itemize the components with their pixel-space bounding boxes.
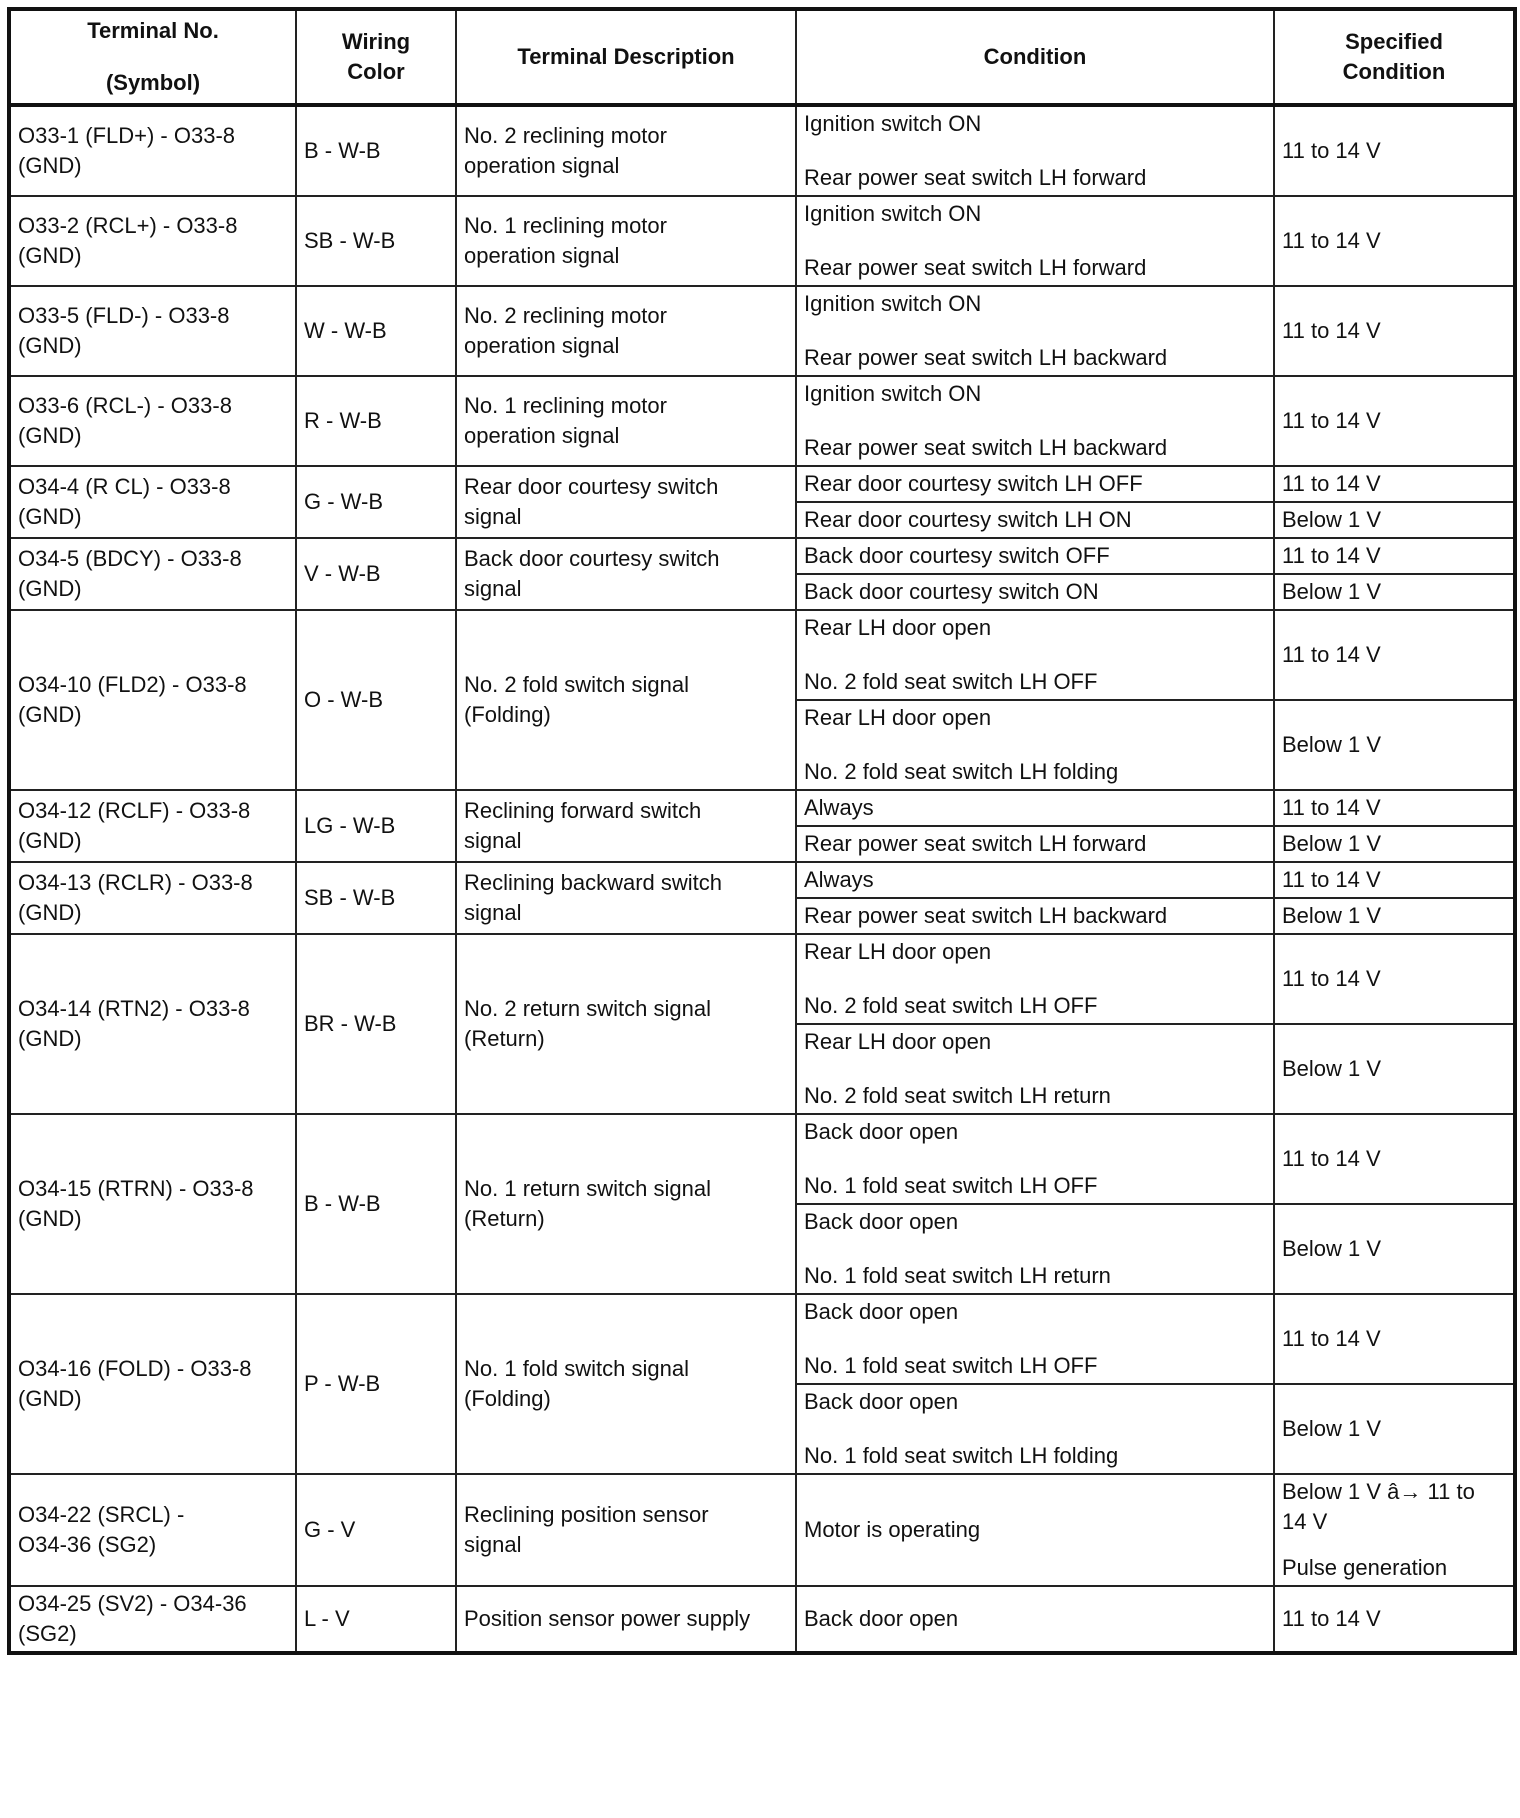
description-text: signal	[464, 828, 522, 853]
specified-cell	[1274, 105, 1515, 196]
specified-cell	[1274, 538, 1515, 574]
description-text: Reclining backward switch	[464, 870, 722, 895]
specified-text: 14 V	[1282, 1509, 1328, 1534]
condition-text: No. 2 fold seat switch LH return	[804, 1083, 1111, 1108]
condition-text: Rear LH door open	[804, 939, 992, 964]
wiring-color-cell: G - W-B	[296, 466, 456, 538]
condition-cell	[796, 502, 1274, 538]
specified-text: 11 to 14 V	[1282, 795, 1381, 820]
terminal-text: O34-12 (RCLF) - O33-8	[18, 798, 251, 823]
condition-text: Back door courtesy switch ON	[804, 579, 1099, 604]
description-text: No. 2 return switch signal	[464, 996, 711, 1021]
condition-text: No. 2 fold seat switch LH folding	[804, 759, 1119, 784]
terminal-cell	[9, 196, 296, 286]
description-text: operation signal	[464, 153, 620, 178]
specified-cell	[1274, 286, 1515, 376]
specified-text: 11 to 14 V	[1282, 867, 1381, 892]
specified-text: 11 to 14 V	[1282, 408, 1381, 433]
specified-text: Below 1 V â→ 11 to	[1282, 1479, 1475, 1504]
specified-text: Below 1 V	[1282, 1236, 1382, 1261]
wiring-color-cell: G - V	[296, 1474, 456, 1586]
description-text: operation signal	[464, 423, 620, 448]
specified-cell	[1274, 574, 1515, 610]
table-row	[9, 1474, 1515, 1586]
specified-cell	[1274, 826, 1515, 862]
table-row	[9, 1586, 1515, 1653]
condition-cell	[796, 700, 1274, 790]
specified-cell	[1274, 1586, 1515, 1653]
condition-text: Motor is operating	[804, 1517, 981, 1542]
terminal-cell	[9, 934, 296, 1114]
condition-text: Rear power seat switch LH backward	[804, 903, 1168, 928]
wiring-color-cell: P - W-B	[296, 1294, 456, 1474]
condition-cell	[796, 1204, 1274, 1294]
specified-text: 11 to 14 V	[1282, 138, 1381, 163]
condition-text: No. 1 fold seat switch LH OFF	[804, 1173, 1098, 1198]
condition-text: Rear power seat switch LH forward	[804, 831, 1147, 856]
specified-cell	[1274, 376, 1515, 466]
specified-cell	[1274, 1114, 1515, 1204]
description-text: (Folding)	[464, 702, 551, 727]
terminal-text: (GND)	[18, 702, 82, 727]
terminal-text: O33-5 (FLD-) - O33-8	[18, 303, 230, 328]
terminal-text: (SG2)	[18, 1621, 77, 1646]
table-row	[9, 610, 1515, 700]
description-cell	[456, 196, 796, 286]
wiring-color-cell: B - W-B	[296, 1114, 456, 1294]
condition-cell	[796, 1114, 1274, 1204]
specified-cell	[1274, 1474, 1515, 1586]
specified-text: Below 1 V	[1282, 507, 1382, 532]
terminal-text: (GND)	[18, 900, 82, 925]
table-row	[9, 376, 1515, 466]
condition-cell	[796, 196, 1274, 286]
specified-text: 11 to 14 V	[1282, 228, 1381, 253]
condition-text: No. 1 fold seat switch LH folding	[804, 1443, 1119, 1468]
condition-cell	[796, 1586, 1274, 1653]
specified-text: Below 1 V	[1282, 831, 1382, 856]
table-body	[9, 105, 1515, 1653]
description-cell	[456, 790, 796, 862]
specified-text: 11 to 14 V	[1282, 1606, 1381, 1631]
terminal-text: O34-13 (RCLR) - O33-8	[18, 870, 253, 895]
description-text: signal	[464, 1532, 522, 1557]
terminal-text: (GND)	[18, 576, 82, 601]
terminal-text: O34-22 (SRCL) -	[18, 1502, 185, 1527]
terminal-text: O33-1 (FLD+) - O33-8	[18, 123, 236, 148]
description-text: Rear door courtesy switch	[464, 474, 719, 499]
specified-cell	[1274, 196, 1515, 286]
terminal-cell	[9, 1586, 296, 1653]
table-row	[9, 862, 1515, 898]
wiring-color-cell: SB - W-B	[296, 196, 456, 286]
table-row	[9, 286, 1515, 376]
wiring-color-cell: BR - W-B	[296, 934, 456, 1114]
terminal-text: (GND)	[18, 423, 82, 448]
table-row	[9, 105, 1515, 196]
specified-text: 11 to 14 V	[1282, 1146, 1381, 1171]
description-text: signal	[464, 576, 522, 601]
description-text: No. 2 reclining motor	[464, 303, 667, 328]
header-wiring	[296, 9, 456, 105]
terminal-text: (GND)	[18, 828, 82, 853]
wiring-color-cell: B - W-B	[296, 105, 456, 196]
description-cell	[456, 1474, 796, 1586]
condition-text: Rear power seat switch LH backward	[804, 345, 1168, 370]
header-terminal-line1: Terminal No.	[87, 18, 219, 43]
specified-text: 11 to 14 V	[1282, 1326, 1381, 1351]
condition-text: Always	[804, 795, 874, 820]
terminal-text: (GND)	[18, 1026, 82, 1051]
terminal-text: O34-4 (R CL) - O33-8	[18, 474, 231, 499]
condition-text: Rear LH door open	[804, 1029, 992, 1054]
condition-text: Rear door courtesy switch LH ON	[804, 507, 1132, 532]
terminal-text: (GND)	[18, 243, 82, 268]
table-row	[9, 196, 1515, 286]
condition-text: Back door courtesy switch OFF	[804, 543, 1110, 568]
terminal-cell	[9, 376, 296, 466]
specified-cell	[1274, 1384, 1515, 1474]
terminal-text: O34-14 (RTN2) - O33-8	[18, 996, 250, 1021]
condition-text: Rear power seat switch LH forward	[804, 255, 1147, 280]
terminal-text: (GND)	[18, 333, 82, 358]
specified-text: Below 1 V	[1282, 732, 1382, 757]
header-terminal	[9, 9, 296, 105]
condition-cell	[796, 1024, 1274, 1114]
condition-cell	[796, 898, 1274, 934]
condition-text: Back door open	[804, 1299, 959, 1324]
specified-cell	[1274, 1294, 1515, 1384]
condition-text: Back door open	[804, 1606, 959, 1631]
description-cell	[456, 1586, 796, 1653]
specified-cell	[1274, 862, 1515, 898]
condition-text: Rear power seat switch LH backward	[804, 435, 1168, 460]
description-text: Back door courtesy switch	[464, 546, 720, 571]
description-text: (Return)	[464, 1026, 545, 1051]
description-text: operation signal	[464, 243, 620, 268]
condition-text: No. 2 fold seat switch LH OFF	[804, 993, 1098, 1018]
specified-text: Below 1 V	[1282, 1056, 1382, 1081]
condition-text: Rear LH door open	[804, 615, 992, 640]
condition-cell	[796, 934, 1274, 1024]
description-text: No. 2 reclining motor	[464, 123, 667, 148]
description-text: No. 2 fold switch signal	[464, 672, 689, 697]
terminal-cell	[9, 1114, 296, 1294]
condition-cell	[796, 105, 1274, 196]
header-wiring-line2: Color	[347, 59, 405, 84]
condition-cell	[796, 826, 1274, 862]
condition-text: No. 2 fold seat switch LH OFF	[804, 669, 1098, 694]
terminal-text: O34-15 (RTRN) - O33-8	[18, 1176, 254, 1201]
description-cell	[456, 934, 796, 1114]
description-text: No. 1 fold switch signal	[464, 1356, 689, 1381]
condition-cell	[796, 286, 1274, 376]
condition-cell	[796, 376, 1274, 466]
description-text: Position sensor power supply	[464, 1606, 751, 1631]
specified-text: 11 to 14 V	[1282, 543, 1381, 568]
terminal-text: O34-36 (SG2)	[18, 1532, 157, 1557]
description-cell	[456, 286, 796, 376]
condition-text: Always	[804, 867, 874, 892]
condition-cell	[796, 862, 1274, 898]
specified-cell	[1274, 610, 1515, 700]
specified-text: 11 to 14 V	[1282, 318, 1381, 343]
description-cell	[456, 376, 796, 466]
specified-text: Below 1 V	[1282, 1416, 1382, 1441]
wiring-color-cell: R - W-B	[296, 376, 456, 466]
wiring-color-cell: O - W-B	[296, 610, 456, 790]
specified-cell	[1274, 466, 1515, 502]
description-text: Reclining forward switch	[464, 798, 702, 823]
specified-text: Below 1 V	[1282, 579, 1382, 604]
header-row	[9, 9, 1515, 105]
condition-text: Rear door courtesy switch LH OFF	[804, 471, 1143, 496]
header-terminal-line2: (Symbol)	[105, 70, 201, 95]
terminal-text: (GND)	[18, 1206, 82, 1231]
condition-text: Rear power seat switch LH forward	[804, 165, 1147, 190]
description-cell	[456, 862, 796, 934]
specified-cell	[1274, 1024, 1515, 1114]
specified-cell	[1274, 502, 1515, 538]
description-text: (Folding)	[464, 1386, 551, 1411]
terminal-cell	[9, 105, 296, 196]
description-cell	[456, 538, 796, 610]
terminal-cell	[9, 610, 296, 790]
terminal-text: O34-5 (BDCY) - O33-8	[18, 546, 242, 571]
specified-text: Pulse generation	[1282, 1555, 1448, 1580]
condition-text: No. 1 fold seat switch LH OFF	[804, 1353, 1098, 1378]
terminal-text: O34-16 (FOLD) - O33-8	[18, 1356, 252, 1381]
specified-cell	[1274, 700, 1515, 790]
table-row	[9, 466, 1515, 502]
condition-text: Ignition switch ON	[804, 291, 982, 316]
terminal-cell	[9, 538, 296, 610]
header-condition: Condition	[796, 9, 1274, 105]
condition-text: Back door open	[804, 1389, 959, 1414]
terminal-text: O34-25 (SV2) - O34-36	[18, 1591, 247, 1616]
condition-cell	[796, 538, 1274, 574]
condition-cell	[796, 466, 1274, 502]
header-specified	[1274, 9, 1515, 105]
terminal-cell	[9, 790, 296, 862]
terminal-text: O33-2 (RCL+) - O33-8	[18, 213, 238, 238]
terminal-text: O33-6 (RCL-) - O33-8	[18, 393, 232, 418]
terminal-cell	[9, 466, 296, 538]
table-row	[9, 790, 1515, 826]
condition-text: Ignition switch ON	[804, 381, 982, 406]
table-row	[9, 934, 1515, 1024]
description-cell	[456, 105, 796, 196]
terminal-text: O34-10 (FLD2) - O33-8	[18, 672, 247, 697]
specified-text: 11 to 14 V	[1282, 642, 1381, 667]
specified-cell	[1274, 790, 1515, 826]
terminal-text: (GND)	[18, 504, 82, 529]
description-cell	[456, 466, 796, 538]
table-row	[9, 1114, 1515, 1204]
table-row	[9, 1294, 1515, 1384]
terminal-cell	[9, 1474, 296, 1586]
condition-cell	[796, 610, 1274, 700]
header-specified-line2: Condition	[1342, 59, 1446, 84]
condition-text: Rear LH door open	[804, 705, 992, 730]
description-cell	[456, 610, 796, 790]
description-text: (Return)	[464, 1206, 545, 1231]
wiring-color-cell: V - W-B	[296, 538, 456, 610]
description-cell	[456, 1114, 796, 1294]
specified-cell	[1274, 1204, 1515, 1294]
specified-cell	[1274, 934, 1515, 1024]
table-row	[9, 538, 1515, 574]
description-text: No. 1 return switch signal	[464, 1176, 711, 1201]
header-wiring-line1: Wiring	[341, 29, 411, 54]
condition-text: No. 1 fold seat switch LH return	[804, 1263, 1111, 1288]
condition-text: Back door open	[804, 1209, 959, 1234]
terminal-cell	[9, 1294, 296, 1474]
condition-text: Ignition switch ON	[804, 201, 982, 226]
specified-cell	[1274, 898, 1515, 934]
description-text: signal	[464, 504, 522, 529]
condition-cell	[796, 790, 1274, 826]
header-description: Terminal Description	[456, 9, 796, 105]
terminal-spec-table	[7, 7, 1517, 1655]
terminal-text: (GND)	[18, 153, 82, 178]
wiring-color-cell: SB - W-B	[296, 862, 456, 934]
specified-text: 11 to 14 V	[1282, 966, 1381, 991]
terminal-cell	[9, 862, 296, 934]
description-text: No. 1 reclining motor	[464, 213, 667, 238]
condition-text: Ignition switch ON	[804, 111, 982, 136]
condition-cell	[796, 1384, 1274, 1474]
specified-text: 11 to 14 V	[1282, 471, 1381, 496]
terminal-text: (GND)	[18, 1386, 82, 1411]
condition-cell	[796, 1474, 1274, 1586]
terminal-cell	[9, 286, 296, 376]
condition-cell	[796, 574, 1274, 610]
description-text: operation signal	[464, 333, 620, 358]
wiring-color-cell: W - W-B	[296, 286, 456, 376]
description-text: Reclining position sensor	[464, 1502, 709, 1527]
specified-text: Below 1 V	[1282, 903, 1382, 928]
header-specified-line1: Specified	[1345, 29, 1443, 54]
wiring-color-cell: LG - W-B	[296, 790, 456, 862]
description-text: No. 1 reclining motor	[464, 393, 667, 418]
wiring-color-cell: L - V	[296, 1586, 456, 1653]
description-cell	[456, 1294, 796, 1474]
condition-text: Back door open	[804, 1119, 959, 1144]
condition-cell	[796, 1294, 1274, 1384]
description-text: signal	[464, 900, 522, 925]
